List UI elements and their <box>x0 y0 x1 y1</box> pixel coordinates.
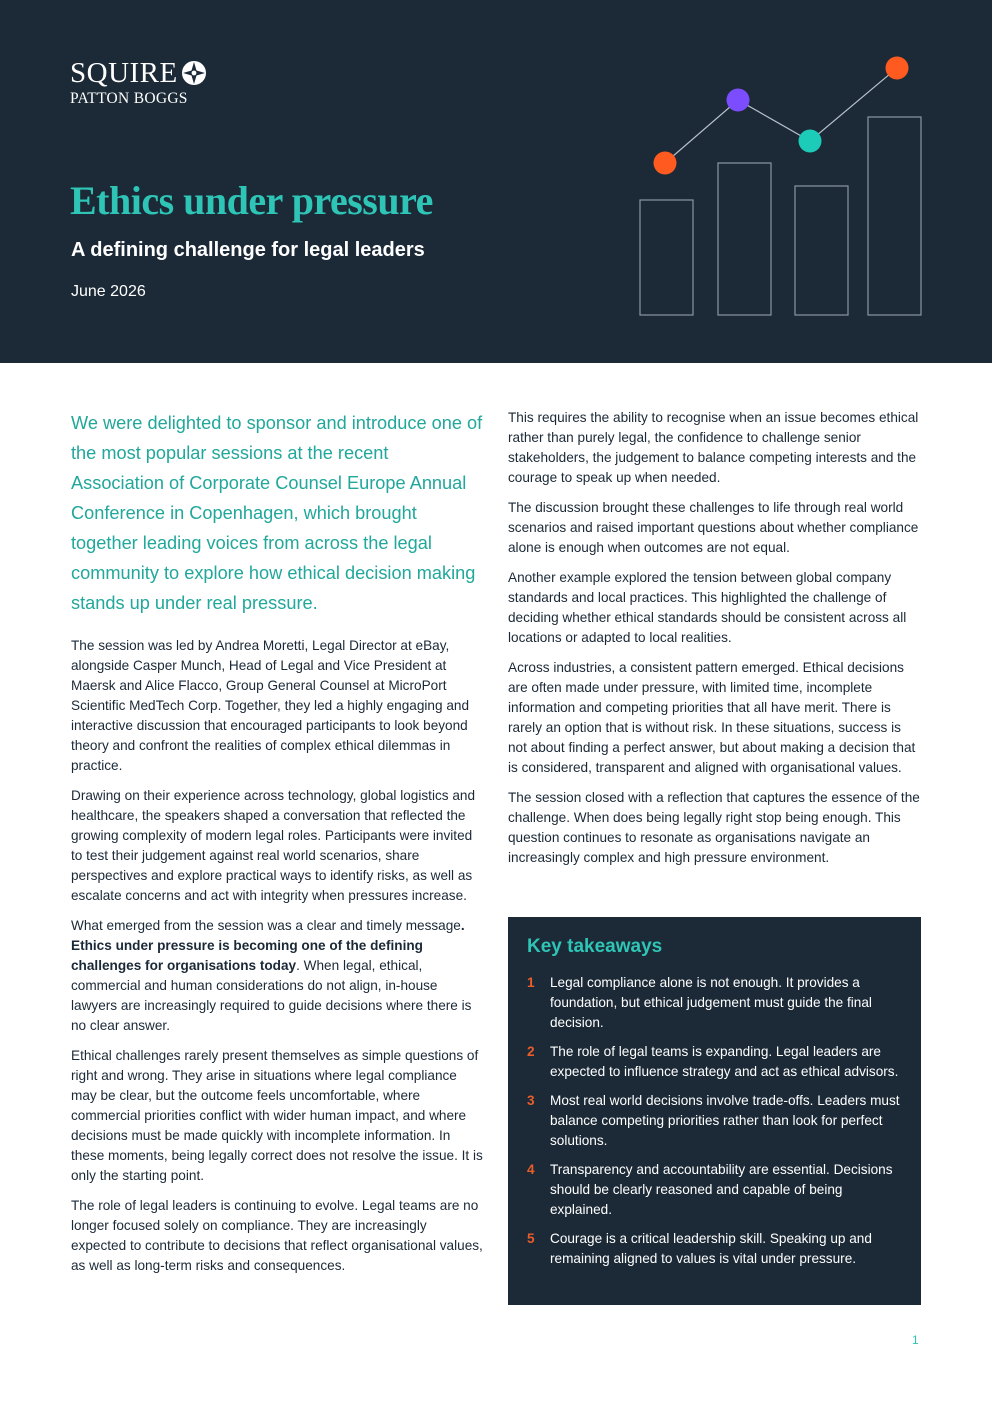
chart-dot-1 <box>654 152 677 175</box>
takeaway-number: 2 <box>527 1044 535 1059</box>
body-paragraph: The role of legal leaders is continuing to evolve. Legal teams are no longer focused solely on compliance. They are increasingly expected to contribute to decisions that reflect organisational values, as well as long-term risks and consequences. <box>71 1198 483 1273</box>
header-banner <box>0 0 992 363</box>
takeaway-item <box>527 1042 903 1082</box>
takeaway-item <box>527 1091 903 1151</box>
takeaway-item <box>527 973 903 1033</box>
body-paragraph: The session closed with a reflection that captures the essence of the challenge. When does being legally right stop being enough. This question continues to resonate as organisations navigate an increasingly complex and high pressure environment. <box>508 790 920 865</box>
publication-date: June 2026 <box>71 283 146 300</box>
emphasis-bold: . Ethics under pressure is becoming one of the defining challenges for organisations today <box>71 918 465 973</box>
takeaway-text: Most real world decisions involve trade-offs. Leaders must balance competing priorities rather than look for perfect solutions. <box>550 1093 900 1148</box>
key-takeaways-box <box>508 917 921 1305</box>
bar-line-chart-icon <box>630 50 930 325</box>
takeaway-number: 4 <box>527 1162 535 1177</box>
emphasis-paragraph <box>71 916 485 1036</box>
takeaway-item <box>527 1229 903 1269</box>
brand-name-line1: SQUIRE <box>70 57 178 89</box>
page-subtitle: A defining challenge for legal leaders <box>71 239 425 261</box>
brand-logo <box>70 58 207 108</box>
page-title: Ethics under pressure <box>70 178 433 223</box>
body-paragraph: This requires the ability to recognise when an issue becomes ethical rather than purely legal, the confidence to challenge senior stakeholders, the judgement to balance competing interests and the courage to speak up when needed. <box>508 410 919 485</box>
takeaway-number: 3 <box>527 1093 535 1108</box>
page-number: 1 <box>912 1333 919 1347</box>
body-paragraph: Across industries, a consistent pattern emerged. Ethical decisions are often made under pressure, with limited time, incomplete information and competing priorities that all have merit. There is rarely an option that is without risk. In these situations, success is not about finding a perfect answer, but about making a decision that is considered, transparent and aligned with organisational values. <box>508 660 916 775</box>
brand-name-line2: PATTON BOGGS <box>70 90 188 107</box>
body-paragraph: The session was led by Andrea Moretti, Legal Director at eBay, alongside Casper Munch, Head of Legal and Vice President at Maersk and Alice Flacco, Group General Counsel at MicroPort Scientific MedTech Corp. Together, they led a highly engaging and interactive discussion that encouraged participants to look beyond theory and confront the realities of complex ethical dilemmas in practice. <box>71 638 470 773</box>
chart-dot-4 <box>886 57 909 80</box>
compass-star-icon <box>181 60 207 86</box>
takeaway-text: Transparency and accountability are essential. Decisions should be clearly reasoned and capable of being explained. <box>550 1162 893 1217</box>
chart-dot-2 <box>727 89 750 112</box>
emphasis-lead: What emerged from the session was a clear and timely message <box>71 918 461 933</box>
takeaway-text: Legal compliance alone is not enough. It provides a foundation, but ethical judgement must guide the final decision. <box>550 975 872 1030</box>
body-paragraph: Drawing on their experience across technology, global logistics and healthcare, the speakers shaped a conversation that reflected the growing complexity of modern legal roles. Participants were invited to test their judgement against real world scenarios, share perspectives and explore practical ways to identify risks, as well as escalate concerns and act with integrity when pressures increase. <box>71 788 476 903</box>
takeaway-number: 5 <box>527 1231 535 1246</box>
takeaway-text: The role of legal teams is expanding. Legal leaders are expected to influence strategy and act as ethical advisors. <box>550 1044 899 1079</box>
takeaway-number: 1 <box>527 975 535 990</box>
takeaway-text: Courage is a critical leadership skill. Speaking up and remaining aligned to values is vital under pressure. <box>550 1231 872 1266</box>
chart-dot-3 <box>799 130 822 153</box>
key-takeaways-title: Key takeaways <box>527 936 663 957</box>
body-paragraph: Ethical challenges rarely present themselves as simple questions of right and wrong. They arise in situations where legal compliance may be clear, but the outcome feels uncomfortable, where commercial priorities conflict with wider human impact, and where decisions must be made quickly with incomplete information. In these moments, being legally correct does not resolve the issue. It is only the starting point. <box>71 1048 483 1183</box>
body-paragraph: Another example explored the tension between global company standards and local practices. This highlighted the challenge of deciding whether ethical standards should be consistent across all locations or adapted to local realities. <box>508 570 907 645</box>
left-column <box>71 408 485 1286</box>
body-paragraph: The discussion brought these challenges to life through real world scenarios and raised important questions about whether compliance alone is enough when outcomes are not equal. <box>508 500 919 555</box>
intro-paragraph: We were delighted to sponsor and introduce one of the most popular sessions at the recent Association of Corporate Counsel Europe Annual Conference in Copenhagen, which brought together leading voices from across the legal community to explore how ethical decision making stands up under real pressure. <box>71 413 483 613</box>
right-column <box>508 408 922 878</box>
emphasis-trail: . When legal, ethical, commercial and human considerations do not align, in-house lawyers are increasingly required to guide decisions where there is no clear answer. <box>71 958 472 1033</box>
takeaway-item <box>527 1160 903 1220</box>
